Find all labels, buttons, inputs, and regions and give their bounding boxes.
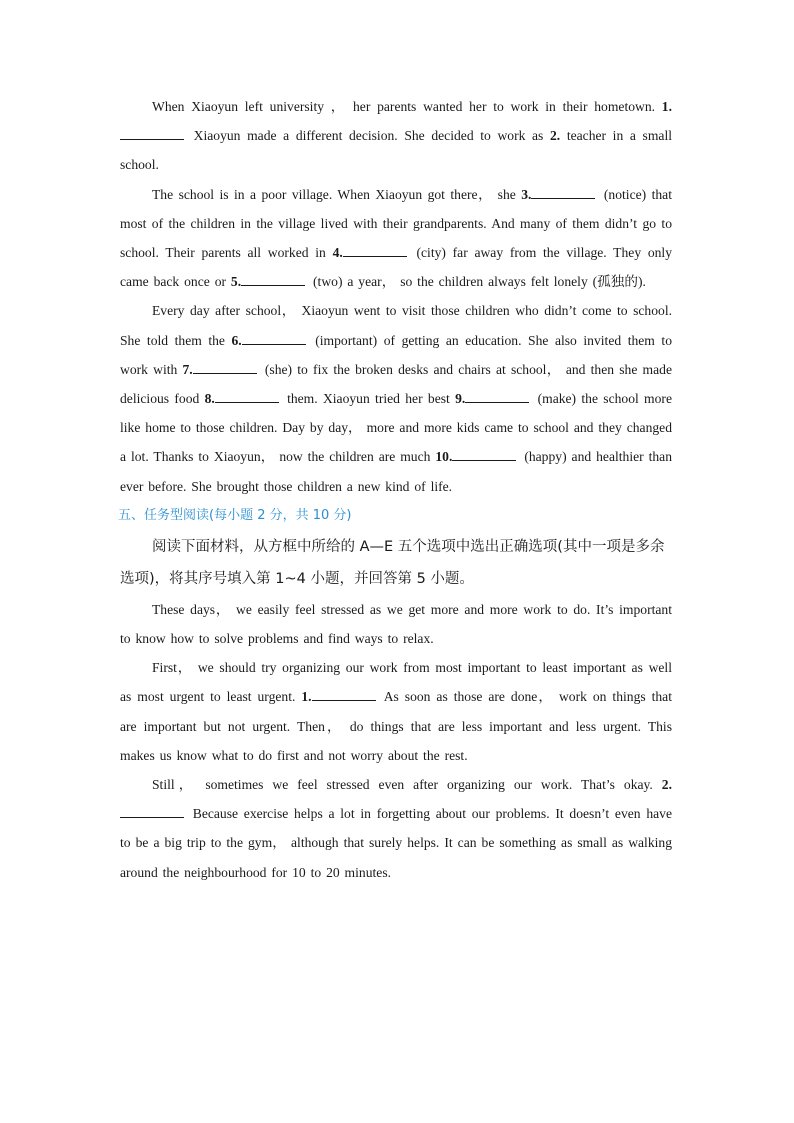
text-run: First， we should try organizing our work from most important to least important as well as most urgent to least urgent. [120, 660, 672, 705]
answer-blank[interactable] [215, 388, 279, 403]
section-title: 五、任务型阅读(每小题 2 分，共 10 分) [118, 507, 352, 523]
text-run: These days， we easily feel stressed as we get more and more work to do. It’s important to know how to solve problems and find ways to relax. [120, 601, 672, 647]
document-page [120, 92, 672, 887]
blank-number: 2. [661, 777, 672, 793]
passage2-paragraph-1 [120, 595, 672, 653]
section-instruction: 阅读下面材料，从方框中所给的 A—E 五个选项中选出正确选项(其中一项是多余选项)，将其序号填入第 1~4 小题，并回答第 5 小题。 [120, 538, 665, 587]
blank-number: 2. [549, 128, 567, 144]
passage2-paragraph-2 [120, 653, 672, 770]
blank-number: 9. [455, 391, 466, 407]
passage1-paragraph-2 [120, 180, 672, 297]
blank-number: 1. [661, 99, 672, 114]
text-run: (she) to fix the broken desks and chairs at school， and then she made delicious food [120, 361, 672, 407]
text-run: (happy) and healthier than ever before. She brought those children a new kind of life. [120, 449, 673, 494]
text-run: (make) the school more like home to those children. Day by day， more and more kids came to school and they changed a lot. Thanks to Xiaoyun， now the children are much [120, 391, 672, 465]
text-run: Xiaoyun made a different decision. She decided to work as [193, 128, 550, 144]
answer-blank[interactable] [120, 803, 184, 818]
text-run: (city) far away from the village. They only came back once or [120, 245, 672, 290]
answer-blank[interactable] [452, 446, 516, 461]
answer-blank[interactable] [531, 184, 595, 199]
passage2-paragraph-3 [120, 770, 672, 887]
answer-blank[interactable] [120, 125, 184, 140]
blank-number: 4. [332, 245, 343, 261]
blank-number: 1. [301, 689, 312, 705]
text-run: teacher in a small school. [120, 128, 672, 173]
answer-blank[interactable] [343, 242, 407, 257]
blank-number: 6. [231, 332, 242, 348]
answer-blank[interactable] [242, 330, 306, 345]
answer-blank[interactable] [193, 359, 257, 374]
blank-number: 7. [182, 361, 193, 377]
answer-blank[interactable] [241, 271, 305, 286]
blank-number: 8. [204, 391, 215, 407]
answer-blank[interactable] [465, 388, 529, 403]
text-run: Still， sometimes we feel stressed even after organizing our work. That’s okay. [152, 777, 662, 793]
text-run: (notice) that most of the children in the village lived with their grandparents. And many of them didn’t go to school. Their parents all worked in [120, 186, 672, 261]
text-run: The school is in a poor village. When Xiaoyun got there， she [152, 186, 522, 202]
blank-number: 5. [230, 274, 242, 290]
blank-number: 3. [521, 186, 532, 202]
text-run: (two) a year， so the children always felt lonely (孤独的). [313, 274, 646, 290]
text-run: them. Xiaoyun tried her best [287, 391, 456, 407]
passage1-paragraph-1 [120, 92, 672, 180]
blank-number: 10. [435, 449, 453, 465]
answer-blank[interactable] [312, 686, 376, 701]
text-run: When Xiaoyun left university ， her parents wanted her to work in their hometown. [152, 99, 662, 114]
text-run: Every day after school， Xiaoyun went to visit those children who didn’t come to school. She told them the [120, 303, 672, 348]
text-run: As soon as those are done， work on things that are important but not urgent. Then， do things that are less important and less urgent. This makes us know what to do first and not worry about the rest. [120, 689, 672, 763]
text-run: (important) of getting an education. She also invited them to work with [120, 332, 672, 377]
passage1-paragraph-3 [120, 296, 672, 500]
text-run: Because exercise helps a lot in forgetting about our problems. It doesn’t even have to be a big trip to the gym， although that surely helps. It can be something as small as walking around the neighbourhood for 10 to 20 minutes. [120, 806, 672, 880]
